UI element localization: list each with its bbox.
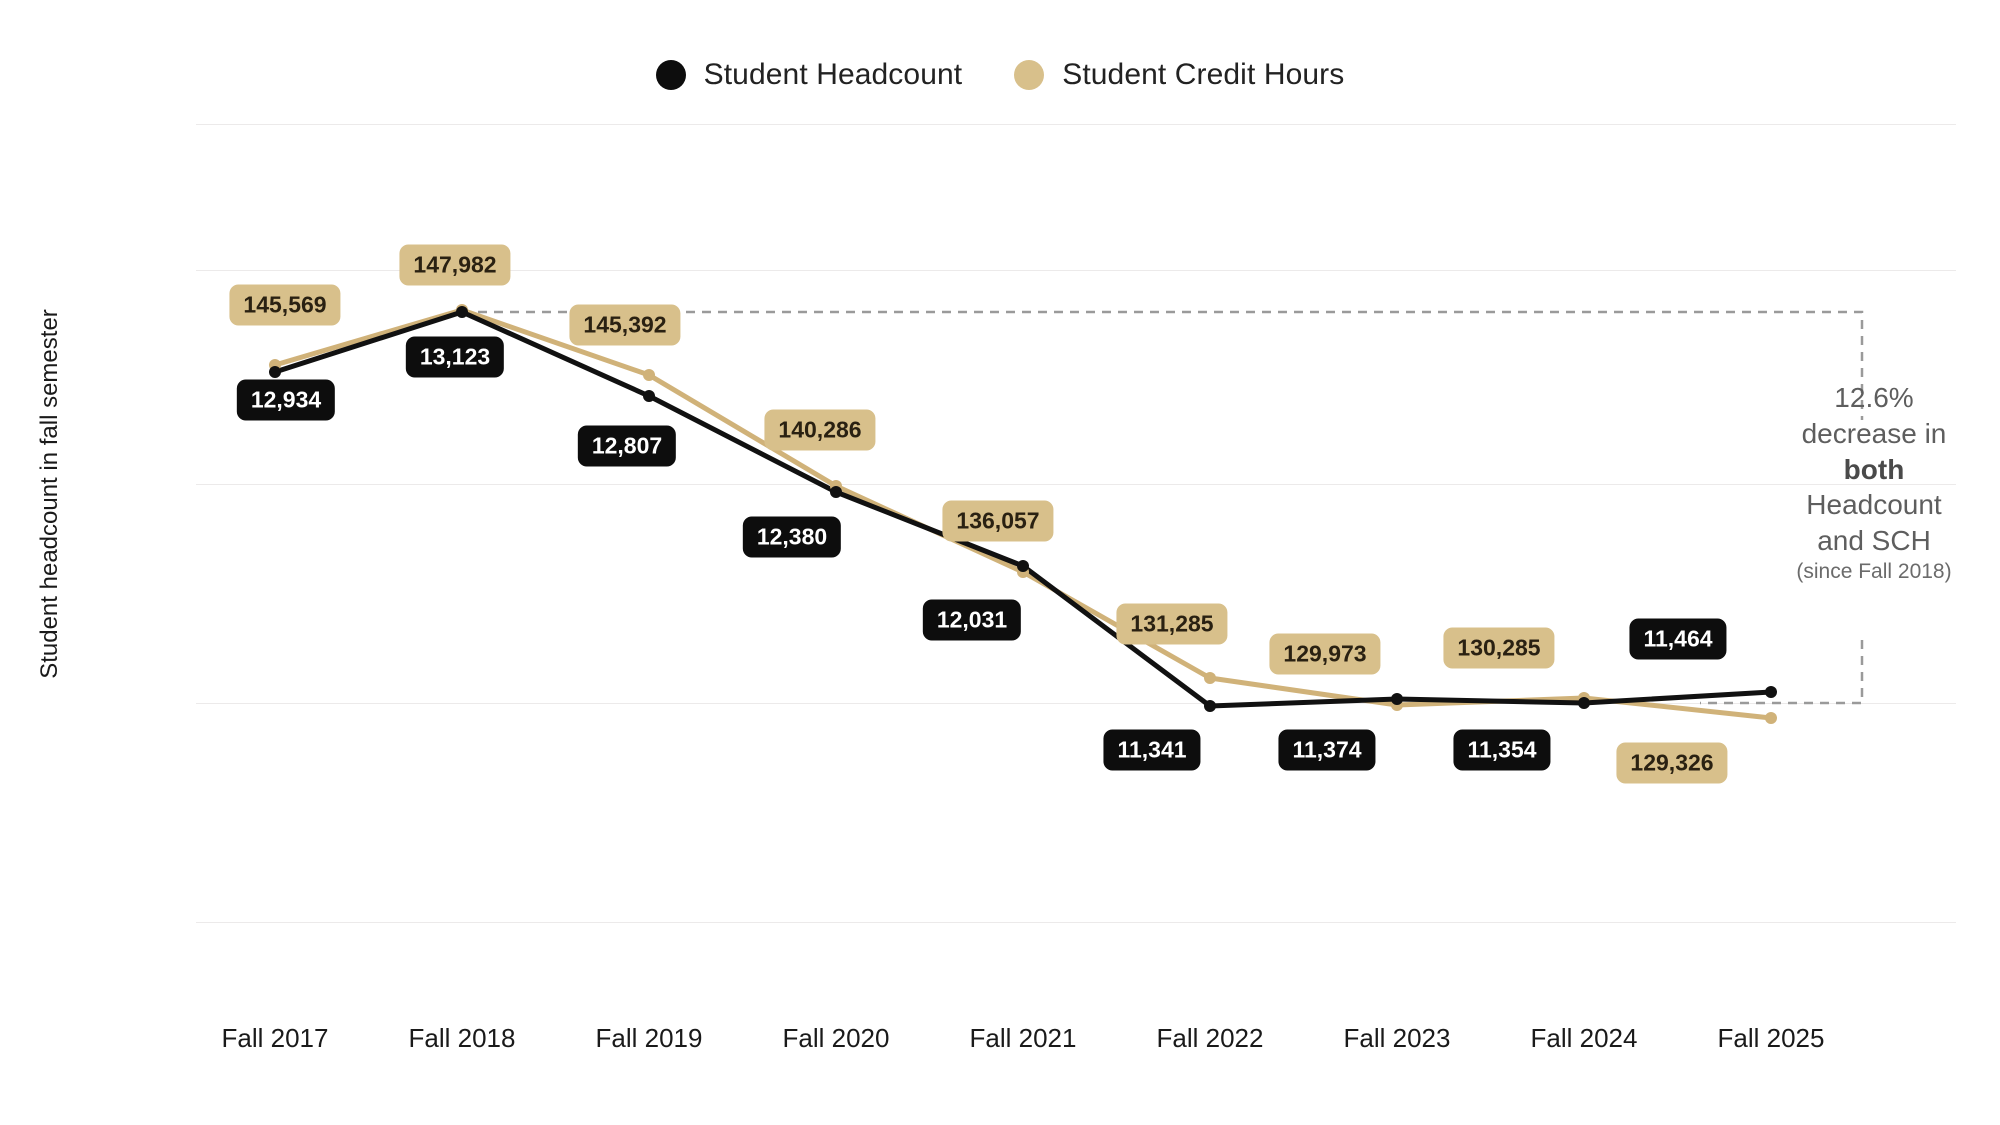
x-tick-label: Fall 2021 bbox=[969, 1023, 1077, 1053]
data-label-headcount: 13,123 bbox=[406, 337, 504, 378]
data-label-credit-hours: 140,286 bbox=[764, 410, 875, 451]
annotation-line-2: decrease in bbox=[1801, 417, 1947, 449]
data-point-headcount bbox=[643, 390, 655, 402]
data-label-headcount: 12,031 bbox=[923, 600, 1021, 641]
data-label-headcount: 11,354 bbox=[1453, 730, 1550, 771]
data-label-headcount: 11,341 bbox=[1103, 730, 1200, 771]
data-label-credit-hours: 129,973 bbox=[1269, 634, 1380, 675]
data-point-credit-hours bbox=[1765, 712, 1777, 724]
annotation-line-4: Headcount bbox=[1806, 489, 1942, 521]
data-label-credit-hours: 136,057 bbox=[942, 501, 1053, 542]
x-tick-label: Fall 2017 bbox=[221, 1023, 329, 1053]
data-label-headcount: 12,934 bbox=[237, 380, 335, 421]
annotation-since: (since Fall 2018) bbox=[1796, 560, 1952, 584]
data-label-headcount: 11,374 bbox=[1278, 730, 1375, 771]
x-tick-label: Fall 2022 bbox=[1156, 1023, 1264, 1053]
data-label-credit-hours: 129,326 bbox=[1616, 743, 1727, 784]
y-axis-title: Student headcount in fall semester bbox=[36, 309, 63, 679]
legend-label-headcount: Student Headcount bbox=[703, 58, 963, 91]
data-point-headcount bbox=[1578, 697, 1590, 709]
data-point-headcount bbox=[1017, 560, 1029, 572]
annotation-line-3: both bbox=[1843, 453, 1905, 485]
data-point-headcount bbox=[830, 486, 842, 498]
x-tick-label: Fall 2024 bbox=[1530, 1023, 1638, 1053]
decrease-annotation bbox=[1756, 380, 1992, 586]
data-label-headcount: 11,464 bbox=[1629, 619, 1726, 660]
data-label-credit-hours: 131,285 bbox=[1116, 604, 1227, 645]
annotation-percent: 12.6% bbox=[1834, 382, 1914, 413]
data-label-headcount: 12,807 bbox=[578, 426, 676, 467]
data-point-headcount bbox=[269, 366, 281, 378]
x-tick-label: Fall 2023 bbox=[1343, 1023, 1451, 1053]
x-tick-label: Fall 2019 bbox=[595, 1023, 703, 1053]
data-label-headcount: 12,380 bbox=[743, 517, 841, 558]
data-point-credit-hours bbox=[1204, 672, 1216, 684]
data-point-headcount bbox=[1204, 700, 1216, 712]
x-tick-label: Fall 2018 bbox=[408, 1023, 516, 1053]
data-label-credit-hours: 145,569 bbox=[229, 285, 340, 326]
data-label-credit-hours: 147,982 bbox=[399, 245, 510, 286]
data-label-credit-hours: 130,285 bbox=[1443, 628, 1554, 669]
x-tick-label: Fall 2025 bbox=[1717, 1023, 1825, 1053]
data-point-headcount bbox=[456, 306, 468, 318]
data-point-headcount bbox=[1391, 693, 1403, 705]
data-point-credit-hours bbox=[643, 369, 655, 381]
data-point-headcount bbox=[1765, 686, 1777, 698]
legend-label-credit-hours: Student Credit Hours bbox=[1062, 58, 1345, 91]
data-label-credit-hours: 145,392 bbox=[569, 305, 680, 346]
x-tick-label: Fall 2020 bbox=[782, 1023, 890, 1053]
annotation-line-5: and SCH bbox=[1817, 525, 1931, 557]
